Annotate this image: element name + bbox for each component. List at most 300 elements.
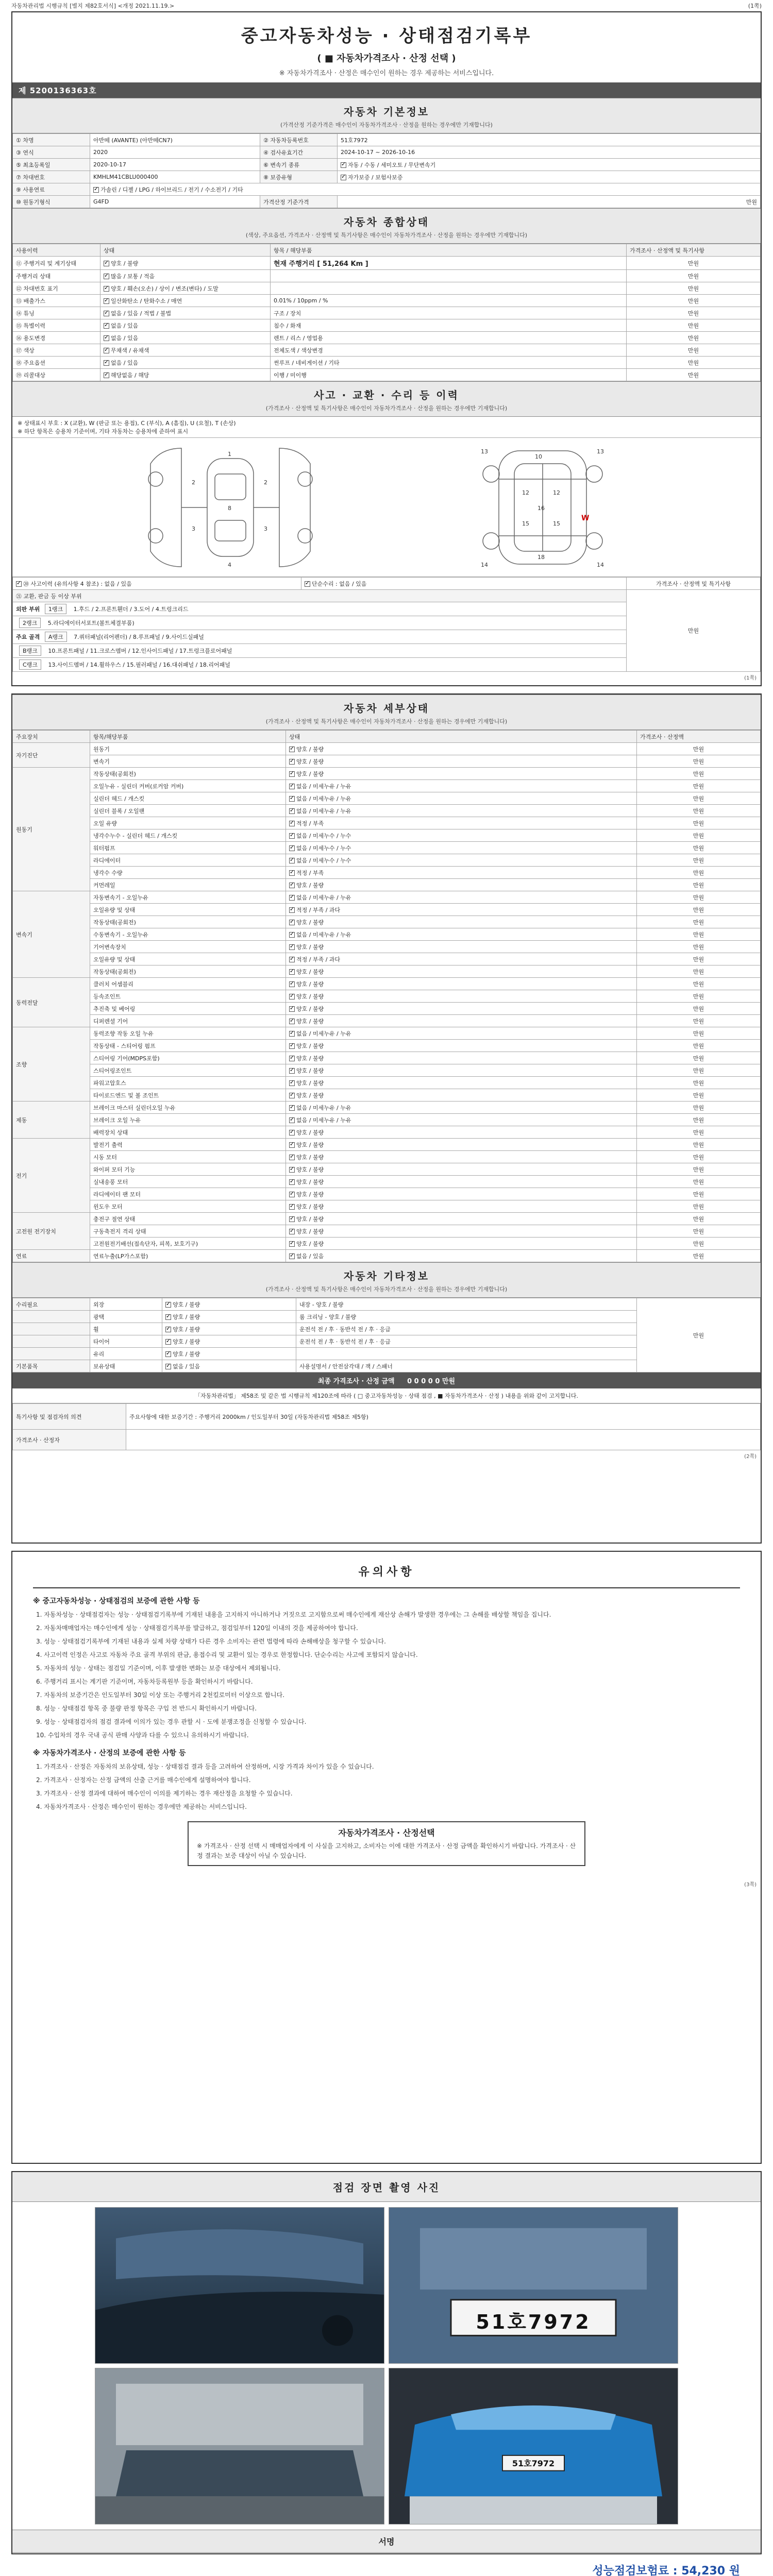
item-label: 휠: [90, 1323, 162, 1335]
device-status: [286, 1163, 637, 1176]
table-row: [13, 590, 761, 602]
device-group: 고전원 전기장치: [13, 1213, 90, 1250]
warranty-options: 자가보증 / 보험사보증: [348, 174, 403, 181]
device-price: 만원: [637, 867, 761, 879]
checkbox-checked: [104, 274, 109, 279]
checkbox-checked: [341, 175, 346, 180]
device-price: 만원: [637, 1225, 761, 1238]
device-status: [286, 743, 637, 755]
checkbox-checked: [289, 932, 295, 938]
status-text: 양호 / 불량: [296, 968, 324, 975]
row-status: [100, 344, 271, 357]
group-label: [13, 1311, 90, 1323]
simple-repair-text: 단순수리 : 없음 / 있음: [312, 580, 367, 587]
notice-item: 5. 자동차의 성능 · 상태는 점검일 기준이며, 이후 발생한 변화는 보증 대상에서 제외됩니다.: [36, 1665, 281, 1672]
device-status: [286, 867, 637, 879]
checkbox-checked: [104, 298, 109, 304]
row-price: 만원: [627, 357, 761, 369]
device-item: 스티어링 기어(MDPS포함): [90, 1052, 286, 1064]
device-status: [286, 792, 637, 805]
device-item: 등속조인트: [90, 990, 286, 1003]
table-row: [13, 307, 761, 319]
row-detail: 구조 / 장치: [271, 307, 627, 319]
device-item: 고전원전기배선(접속단자, 피복, 보호기구): [90, 1238, 286, 1250]
column-header: 항목/해당부품: [90, 731, 286, 743]
device-item: 브레이크 마스터 실린더오일 누유: [90, 1101, 286, 1114]
value-plate: 51호7972: [338, 134, 761, 146]
notices-list-pricing: [33, 1762, 740, 1812]
device-item: 실린더 블록 / 오일팬: [90, 805, 286, 817]
label-plate: ② 자동차등록번호: [260, 134, 338, 146]
item-detail: [296, 1348, 637, 1360]
item-detail: 운전석 전 / 후 · 동반석 전 / 후 · 응급: [296, 1335, 637, 1348]
table-row: [13, 1015, 761, 1027]
item-label: 보유상태: [90, 1360, 162, 1372]
device-status: [286, 1238, 637, 1250]
opinion-value: 주요사항에 대한 보증기간 : 주행거리 2000km / 인도일부터 30일 (자동차관리법 제58조 제5항): [126, 1404, 761, 1430]
table-row: [13, 1089, 761, 1101]
value-car-name: 아반떼 (AVANTE) (아반떼CN7): [90, 134, 260, 146]
svg-text:14: 14: [597, 561, 604, 568]
transmission-options: 자동 / 수동 / 세미오토 / 무단변속기: [348, 161, 436, 168]
device-status: [286, 1101, 637, 1114]
row-label: ⑮ 특별이력: [13, 319, 100, 332]
insurance-fee: 성능점검보험료 : 54,230 원: [592, 2565, 740, 2576]
status-text: 없음 / 미세누유 / 누유: [296, 795, 351, 802]
checkbox-checked: [289, 1253, 295, 1259]
device-group: 연료: [13, 1250, 90, 1262]
table-row: [13, 1139, 761, 1151]
status-text: 양호 / 불량: [296, 1228, 324, 1235]
signature-title: 서명: [12, 2530, 761, 2553]
status-text: 양호 / 불량: [296, 1079, 324, 1087]
notice-item: 3. 성능 · 상태점검기록부에 기재된 내용과 실제 차량 상태가 다른 경우 소비자는 관련 법령에 따라 손해배상을 청구할 수 있습니다.: [36, 1638, 386, 1645]
device-price: 만원: [637, 1250, 761, 1262]
device-status: [286, 1250, 637, 1262]
device-price: 만원: [637, 1151, 761, 1163]
device-item: 라디에이터 팬 모터: [90, 1188, 286, 1200]
table-row: [13, 780, 761, 792]
photo-lift-bay[interactable]: [95, 2368, 384, 2524]
accident-history-cell: [13, 578, 301, 590]
notices-title: 유의사항: [33, 1559, 740, 1588]
item-detail: 룸 크리닝 - 양호 / 불량: [296, 1311, 637, 1323]
status-text: 양호 / 불량: [296, 1055, 324, 1062]
table-row: [13, 578, 761, 590]
device-status: [286, 1213, 637, 1225]
svg-text:18: 18: [537, 553, 545, 561]
checkbox-checked: [289, 858, 295, 863]
photo-rear-plate-closeup[interactable]: [389, 2207, 678, 2364]
status-text: 없음 / 미세누유 / 누유: [296, 807, 351, 815]
status-text: 양호 / 불량: [296, 770, 324, 777]
basic-info-note: (가격산정 기준가격은 매수인이 자동차가격조사 · 산정을 원하는 경우에만 기재합니다): [12, 121, 761, 133]
device-price: 만원: [637, 792, 761, 805]
device-status: [286, 941, 637, 953]
status-text: 양호 / 불량: [173, 1350, 200, 1358]
device-item: 시동 모터: [90, 1151, 286, 1163]
checkbox-checked: [104, 335, 109, 341]
device-status: [286, 1027, 637, 1040]
accident-note: (가격조사 · 산정액 및 특기사항은 매수인이 자동차가격조사 · 산정을 원하는 경우에만 기재합니다): [12, 404, 761, 417]
item-status: [162, 1360, 296, 1372]
device-item: 실린더 헤드 / 개스킷: [90, 792, 286, 805]
status-text: 무채색 / 유채색: [111, 347, 149, 354]
status-text: 해당없음 / 해당: [111, 371, 149, 379]
device-item: 연료누출(LP가스포함): [90, 1250, 286, 1262]
table-row: [13, 755, 761, 768]
detail-status-table: [12, 730, 761, 1262]
svg-text:12: 12: [522, 489, 529, 496]
value-first-registration: 2020-10-17: [90, 159, 260, 171]
device-price: 만원: [637, 990, 761, 1003]
row-status: [100, 270, 271, 282]
rank-label: B랭크: [19, 646, 41, 656]
svg-text:12: 12: [553, 489, 560, 496]
device-status: [286, 1052, 637, 1064]
final-price-title: 최종 가격조사 · 산정 금액: [317, 1378, 395, 1385]
checkbox-checked: [289, 1105, 295, 1111]
accident-title: 사고 · 교환 · 수리 등 이력: [12, 381, 761, 404]
notice-item: 1. 자동차성능 · 상태점검자는 성능 · 상태점검기록부에 기재된 내용을 고지하지 아니하거나 거짓으로 고지함으로써 매수인에게 재산상 손해가 발생한 경우에는 그 손해를 배상할 책임을 집니다.: [36, 1611, 551, 1618]
table-row: [13, 344, 761, 357]
row-label: ⑬ 배출가스: [13, 295, 100, 307]
row-label: ⑫ 차대번호 표기: [13, 282, 100, 295]
page-two-footer: [12, 1450, 761, 1461]
row-label: ⑪ 주행거리 및 계기상태: [13, 257, 100, 270]
status-text: 양호 / 불량: [296, 1005, 324, 1012]
checkbox-checked: [289, 1130, 295, 1136]
device-status: [286, 879, 637, 891]
notice-item: 7. 자동차의 보증기간은 인도일부터 30일 이상 또는 주행거리 2천킬로미터 이상으로 합니다.: [36, 1691, 285, 1699]
checkbox-checked: [289, 920, 295, 925]
device-status: [286, 1064, 637, 1077]
final-price-note: 「자동차관리법」 제58조 및 같은 법 시행규칙 제120조에 따라 ( □ 중고자동차성능 · 상태 점검 , ■ 자동차가격조사 · 산정 ) 내용을 위와 같이 고지합니다.: [12, 1388, 761, 1403]
checkbox-checked: [104, 286, 109, 292]
table-row: [13, 1163, 761, 1176]
checkbox-checked: [289, 870, 295, 876]
table-row: [13, 978, 761, 990]
device-status: [286, 829, 637, 842]
checkbox-checked: [289, 895, 295, 901]
device-status: [286, 1003, 637, 1015]
rank-label: A랭크: [45, 632, 67, 642]
group-label: 수리필요: [13, 1298, 90, 1311]
table-row: [13, 1077, 761, 1089]
device-status: [286, 891, 637, 904]
status-text: 양호 / 불량: [296, 1067, 324, 1074]
table-row: [13, 867, 761, 879]
device-price: 만원: [637, 1126, 761, 1139]
document-number-bar: [12, 82, 761, 98]
other-info-table: [12, 1298, 761, 1372]
checkbox-checked: [289, 747, 295, 752]
device-item: 작동상태(공회전): [90, 768, 286, 780]
checkbox-checked: [289, 845, 295, 851]
final-price-bar: [12, 1372, 761, 1388]
column-header: 항목 / 해당부품: [271, 244, 627, 257]
svg-text:14: 14: [481, 561, 488, 568]
rank-parts: 1.후드 / 2.프론트휀더 / 3.도어 / 4.트렁크리드: [73, 606, 189, 613]
device-item: 구동축전지 격리 상태: [90, 1225, 286, 1238]
car-side-diagram-icon: [120, 443, 341, 572]
photo-rear-blue-car[interactable]: [389, 2368, 678, 2524]
plate-text-blue-car: 51호7972: [512, 2459, 555, 2468]
notice-item: 1. 가격조사 · 산정은 자동차의 보유상태, 성능 · 상태점검 결과 등을 고려하여 산정하며, 시장 가격과 차이가 있을 수 있습니다.: [36, 1763, 374, 1770]
svg-text:2: 2: [192, 479, 195, 486]
row-status: [100, 369, 271, 381]
notice-item: 2. 자동차매매업자는 매수인에게 성능 · 상태점검기록부를 발급하고, 점검일부터 120일 이내의 것을 제공하여야 합니다.: [36, 1624, 358, 1632]
device-item: 커먼레일: [90, 879, 286, 891]
price-selection-box: [188, 1821, 585, 1866]
table-row: [13, 805, 761, 817]
device-price: 만원: [637, 1077, 761, 1089]
row-detail: 현재 주행거리 [ 51,264 Km ]: [271, 257, 627, 270]
status-text: 없음 / 미세누수 / 누수: [296, 844, 351, 852]
device-price: 만원: [637, 1200, 761, 1213]
status-text: 양호 / 불량: [296, 1240, 324, 1247]
device-status: [286, 1188, 637, 1200]
device-item: 오일누유 - 실린더 커버(로커암 커버): [90, 780, 286, 792]
device-price: 만원: [637, 854, 761, 867]
status-text: 적정 / 부족 / 과다: [296, 956, 341, 963]
table-row: [13, 1027, 761, 1040]
device-status: [286, 1200, 637, 1213]
notices-heading-performance: ※ 중고자동차성능 · 상태점검의 보증에 관한 사항 등: [33, 1597, 200, 1605]
svg-text:8: 8: [228, 504, 231, 512]
device-item: 윈도우 모터: [90, 1200, 286, 1213]
table-row: [13, 1250, 761, 1262]
checkbox-checked: [165, 1302, 171, 1308]
device-item: 실내송풍 모터: [90, 1176, 286, 1188]
device-price: 만원: [637, 1089, 761, 1101]
status-text: 양호 / 불량: [173, 1301, 200, 1308]
group-label: [13, 1323, 90, 1335]
detail-status-note: (가격조사 · 산정액 및 특기사항은 매수인이 자동차가격조사 · 산정을 원하는 경우에만 기재합니다): [12, 717, 761, 730]
value-base-price: 만원: [338, 196, 761, 208]
table-row: [13, 1040, 761, 1052]
table-row: [13, 1298, 761, 1311]
status-text: 양호 / 불량: [296, 758, 324, 765]
table-row: [13, 282, 761, 295]
status-text: 양호 / 불량: [296, 1178, 324, 1185]
value-fuel: [90, 183, 761, 196]
checkbox-checked: [165, 1339, 171, 1345]
status-text: 양호 / 불량: [296, 1042, 324, 1049]
row-detail: 침수 / 화재: [271, 319, 627, 332]
status-text: 양호 / 불량: [296, 1154, 324, 1161]
row-label: ⑭ 튜닝: [13, 307, 100, 319]
status-text: 없음 / 있음: [173, 1363, 200, 1370]
row-price: 만원: [627, 270, 761, 282]
device-price: 만원: [637, 879, 761, 891]
row-label: ⑱ 주요옵션: [13, 357, 100, 369]
label-fuel: ⑨ 사용연료: [13, 183, 90, 196]
checkbox-checked: [104, 311, 109, 316]
item-label: 외장: [90, 1298, 162, 1311]
form-reference: 자동차관리법 시행규칙 [별지 제82호서식] <개정 2021.11.19.>: [11, 3, 175, 9]
table-row: [13, 1101, 761, 1114]
rank-parts: 7.쿼터패널(리어펜더) / 8.루프패널 / 9.사이드실패널: [74, 634, 204, 640]
checkbox-checked: [289, 1167, 295, 1173]
device-item: 추진축 및 베어링: [90, 1003, 286, 1015]
document-note: ※ 자동차가격조사 · 산정은 매수인이 원하는 경우 제공하는 서비스입니다.: [279, 70, 494, 77]
svg-text:16: 16: [537, 504, 545, 512]
table-row: [13, 965, 761, 978]
notice-item: 4. 사고이력 인정은 사고로 자동차 주요 골격 부위의 판금, 용접수리 및 교환이 있는 경우로 한정합니다. 단순수리는 사고에 포함되지 않습니다.: [36, 1651, 418, 1658]
status-text: 없음 / 미세누유 / 누유: [296, 894, 351, 901]
rank-row: [13, 644, 627, 658]
label-first-registration: ⑤ 최초등록일: [13, 159, 90, 171]
device-status: [286, 1114, 637, 1126]
label-vin: ⑦ 차대번호: [13, 171, 90, 183]
table-row: [13, 1064, 761, 1077]
item-label: 광택: [90, 1311, 162, 1323]
device-status: [286, 1015, 637, 1027]
overall-status-table: [12, 244, 761, 381]
car-frame-diagram-icon: [432, 443, 653, 572]
table-row: [13, 369, 761, 381]
item-label: 타이어: [90, 1335, 162, 1348]
blue-car-rear-icon: [389, 2368, 678, 2524]
rank-row: [13, 602, 627, 616]
notices-section: [12, 1552, 761, 1878]
device-price: 만원: [637, 1003, 761, 1015]
row-label: ⑯ 용도변경: [13, 332, 100, 344]
simple-repair-cell: [301, 578, 627, 590]
row-status: [100, 357, 271, 369]
status-text: 없음 / 있음 / 적법 / 불법: [111, 310, 172, 317]
car-outline-front-side-diagram: [120, 443, 341, 572]
label-base-price: 가격산정 기준가격: [260, 196, 338, 208]
table-row: [13, 916, 761, 928]
value-engine-type: G4FD: [90, 196, 260, 208]
status-text: 없음 / 미세누유 / 누유: [296, 1116, 351, 1124]
device-group: 제동: [13, 1101, 90, 1139]
device-price: 만원: [637, 817, 761, 829]
rank-group: 주요 골격: [16, 634, 40, 640]
photo-grid: [12, 2202, 761, 2530]
device-item: 수동변속기 - 오일누유: [90, 928, 286, 941]
document-header: [12, 12, 761, 82]
accident-history-table: [12, 577, 761, 672]
notices-list-performance: [33, 1610, 740, 1740]
table-row: [13, 146, 761, 159]
device-price: 만원: [637, 965, 761, 978]
plate-closeup-icon: [389, 2208, 678, 2363]
status-text: 없음 / 미세누유 / 누유: [296, 783, 351, 790]
status-text: 양호 / 불량: [296, 1092, 324, 1099]
row-status: [100, 307, 271, 319]
panel-header: ㉑ 교환, 판금 등 이상 부위: [13, 590, 627, 602]
table-header-row: [13, 731, 761, 743]
device-group: 변속기: [13, 891, 90, 978]
row-price: 만원: [627, 282, 761, 295]
device-status: [286, 1089, 637, 1101]
device-group: 원동기: [13, 768, 90, 891]
checkbox-checked: [289, 1179, 295, 1185]
table-row: [13, 1213, 761, 1225]
group-label: [13, 1335, 90, 1348]
checkbox-checked: [104, 348, 109, 353]
group-label: 기본품목: [13, 1360, 90, 1372]
checkbox-checked: [289, 944, 295, 950]
device-item: 파워고압호스: [90, 1077, 286, 1089]
device-item: 스티어링조인트: [90, 1064, 286, 1077]
checkbox-checked: [289, 994, 295, 999]
value-vin: KMHLM41CBLU000400: [90, 171, 260, 183]
rank-label: 2랭크: [19, 618, 41, 628]
device-price: 만원: [637, 768, 761, 780]
status-text: 양호 / 불량: [296, 1215, 324, 1223]
device-status: [286, 990, 637, 1003]
device-status: [286, 1225, 637, 1238]
appraiser-value: [126, 1430, 761, 1450]
device-status: [286, 1176, 637, 1188]
device-price: 만원: [637, 928, 761, 941]
detail-status-title: 자동차 세부상태: [12, 694, 761, 717]
table-row: [13, 295, 761, 307]
table-row: [13, 1225, 761, 1238]
svg-text:15: 15: [522, 520, 529, 527]
notice-item: 4. 자동차가격조사 · 산정은 매수인이 원하는 경우에만 제공하는 서비스입니다.: [36, 1803, 247, 1810]
document-subtitle: ( ■ 자동차가격조사 · 산정 선택 ): [317, 53, 456, 64]
device-item: 원동기: [90, 743, 286, 755]
status-text: 양호 / 불량: [296, 980, 324, 988]
checkbox-checked: [16, 581, 22, 587]
table-row: [13, 196, 761, 208]
overall-status-note: (색상, 주요옵션, 가격조사 · 산정액 및 특기사항은 매수인이 자동차가격조사 · 산정을 원하는 경우에만 기재합니다): [12, 231, 761, 244]
notice-item: 3. 가격조사 · 산정 결과에 대하여 매수인이 이의를 제기하는 경우 재산정을 요청할 수 있습니다.: [36, 1790, 293, 1797]
row-label: 주행거리 상태: [13, 270, 100, 282]
table-row: [13, 357, 761, 369]
device-item: 디퍼렌셜 기어: [90, 1015, 286, 1027]
row-detail: 전체도색 / 색상변경: [271, 344, 627, 357]
device-status: [286, 965, 637, 978]
checkbox-checked: [289, 796, 295, 802]
page-two: [11, 693, 762, 1544]
device-price: 만원: [637, 755, 761, 768]
status-text: 양호 / 불량: [296, 1203, 324, 1210]
device-item: 냉각수 수량: [90, 867, 286, 879]
device-status: [286, 780, 637, 792]
row-status: [100, 332, 271, 344]
label-year: ③ 연식: [13, 146, 90, 159]
appraiser-label: 가격조사 · 산정자: [13, 1430, 126, 1450]
table-row: [13, 990, 761, 1003]
device-price: 만원: [637, 743, 761, 755]
checkbox-checked: [289, 1068, 295, 1074]
checkbox-checked: [289, 1216, 295, 1222]
photo-rear-plate[interactable]: [95, 2207, 384, 2364]
photos-title: 점검 장면 촬영 사진: [12, 2172, 761, 2202]
label-transmission: ⑥ 변속기 종류: [260, 159, 338, 171]
notice-item: 6. 주행거리 표시는 계기판 기준이며, 자동차등록원부 등을 확인하시기 바랍니다.: [36, 1678, 253, 1685]
device-group: 자기진단: [13, 743, 90, 768]
checkbox-checked: [289, 1241, 295, 1247]
device-status: [286, 1139, 637, 1151]
legend-note: ※ 하단 항목은 승용차 기준이며, 기타 자동차는 승용차에 준하여 표시: [18, 428, 189, 435]
status-text: 양호 / 불량: [296, 943, 324, 951]
table-row: [13, 1052, 761, 1064]
table-row: [13, 183, 761, 196]
row-status: [100, 295, 271, 307]
accident-price: 만원: [627, 590, 761, 672]
item-detail: 사용설명서 / 안전삼각대 / 잭 / 스패너: [296, 1360, 637, 1372]
fuel-options: 가솔린 / 디젤 / LPG / 하이브리드 / 전기 / 수소전기 / 기타: [100, 186, 243, 193]
device-item: 배력장치 상태: [90, 1126, 286, 1139]
page-mark: (2쪽): [744, 1454, 757, 1460]
